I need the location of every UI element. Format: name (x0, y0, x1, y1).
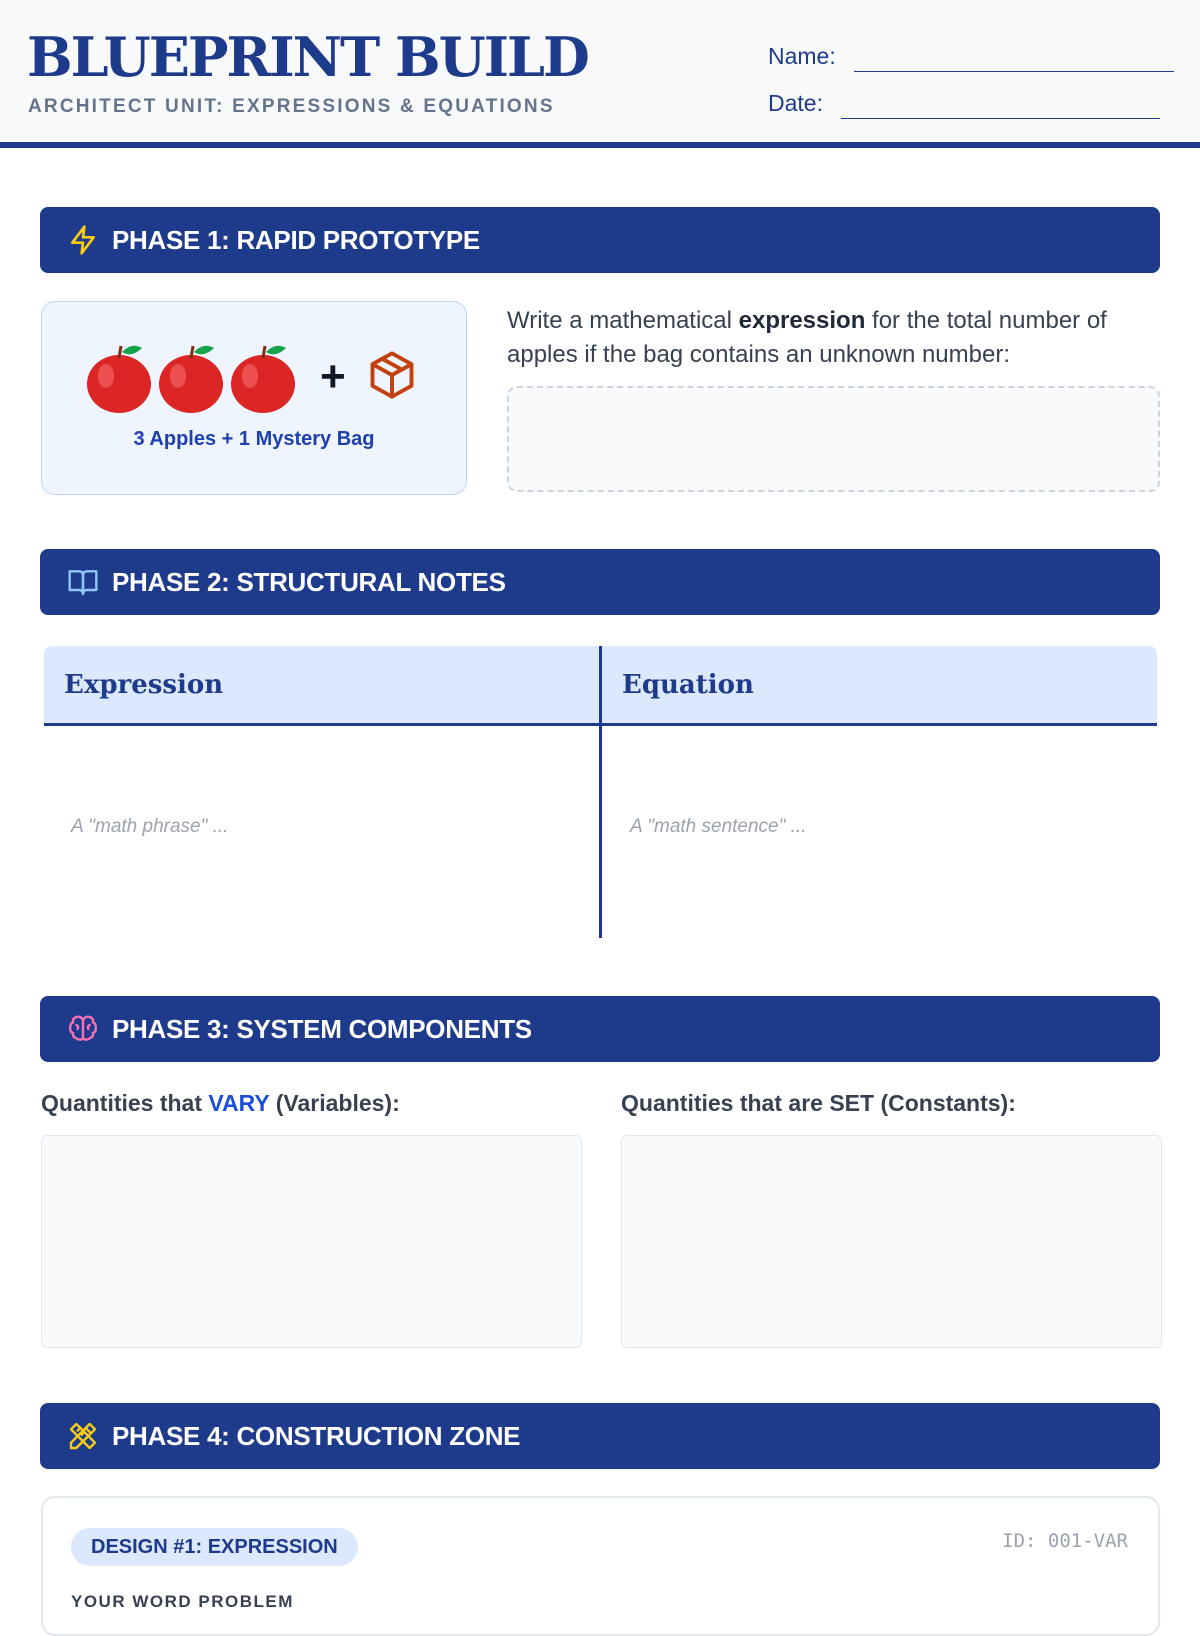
constants-answer-box[interactable] (621, 1135, 1162, 1348)
variables-label: Quantities that VARY (Variables): (41, 1090, 400, 1116)
name-label: Name: (768, 43, 836, 69)
worksheet-header (0, 0, 1200, 148)
date-field[interactable] (841, 118, 1160, 119)
mystery-box-icon (366, 349, 418, 406)
variables-answer-box[interactable] (41, 1135, 582, 1348)
constants-label: Quantities that are SET (Constants): (621, 1090, 1016, 1116)
phase4-header (40, 1403, 1160, 1469)
phase1-prompt: Write a mathematical expression for the total number of apples if the bag contains an unknown number: (507, 307, 1107, 368)
name-field[interactable] (854, 71, 1174, 72)
design-card (41, 1496, 1160, 1636)
expression-answer-box[interactable] (507, 386, 1160, 492)
equation-notes-hint[interactable]: A "math sentence" ... (630, 816, 807, 837)
plus-sign: + (320, 352, 346, 401)
expression-column-header: Expression (44, 646, 600, 726)
phase2-header (40, 549, 1160, 615)
worksheet-title: BLUEPRINT BUILD (27, 25, 588, 89)
expression-notes-hint[interactable]: A "math phrase" ... (71, 816, 229, 837)
expression-keyword: expression (738, 307, 866, 334)
design-id: ID: 001-VAR (1002, 1530, 1128, 1552)
lightning-icon (66, 223, 100, 257)
column-divider (599, 646, 602, 938)
pencil-ruler-icon (66, 1419, 100, 1453)
design-badge: DESIGN #1: EXPRESSION (71, 1528, 358, 1566)
brain-icon (66, 1012, 100, 1046)
apple-icon (228, 340, 298, 414)
apple-icon (156, 340, 226, 414)
open-book-icon (66, 565, 100, 599)
phase1-header (40, 207, 1160, 273)
phase3-header (40, 996, 1160, 1062)
phase1-title: PHASE 1: RAPID PROTOTYPE (112, 224, 480, 255)
equation-column-header: Equation (600, 646, 1157, 726)
phase4-title: PHASE 4: CONSTRUCTION ZONE (112, 1420, 521, 1451)
phase2-title: PHASE 2: STRUCTURAL NOTES (112, 566, 506, 597)
apple-icon (84, 340, 154, 414)
word-problem-label: YOUR WORD PROBLEM (71, 1592, 294, 1611)
prototype-caption: 3 Apples + 1 Mystery Bag (133, 428, 375, 450)
notes-table (44, 646, 1157, 938)
worksheet-subtitle: ARCHITECT UNIT: EXPRESSIONS & EQUATIONS (28, 96, 555, 117)
prototype-illustration (41, 301, 467, 495)
phase3-title: PHASE 3: SYSTEM COMPONENTS (112, 1013, 532, 1044)
date-label: Date: (768, 90, 823, 116)
apples-group (84, 340, 418, 414)
vary-keyword: VARY (208, 1090, 270, 1116)
